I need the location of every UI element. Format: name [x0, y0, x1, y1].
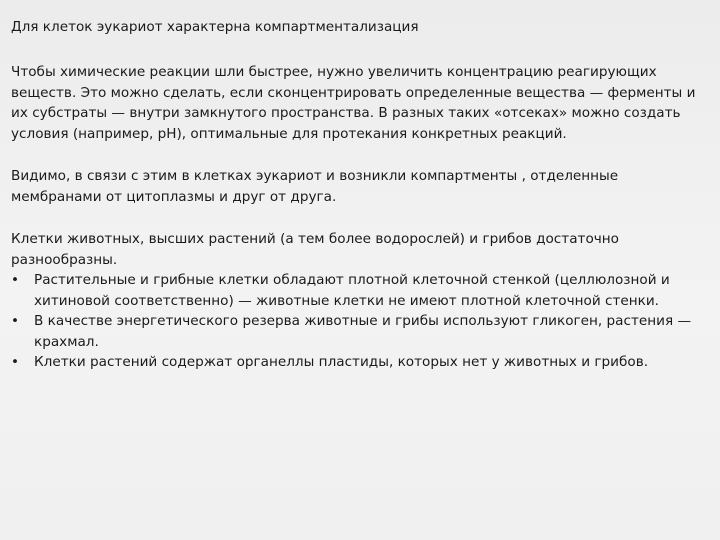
- paragraph-diversity: Клетки животных, высших растений (а тем более водорослей) и грибов достаточно разнообразны.: [11, 231, 620, 268]
- bullet-marker: •: [11, 354, 20, 370]
- bullet-marker: •: [11, 313, 20, 329]
- list-item: [11, 311, 708, 352]
- paragraph-concentration: Чтобы химические реакции шли быстрее, нужно увеличить концентрацию реагирующих веществ. Это можно сделать, если сконцентрировать определенные вещества — ферменты и их субстраты — внутри замкнутого пространства. В разных таких «отсеках» можно создать условия (например, pH), оптимальные для протекания конкретных реакций.: [11, 64, 696, 142]
- differences-list: [11, 270, 708, 373]
- list-item: [11, 352, 708, 373]
- list-item-text: Клетки растений содержат органеллы пластиды, которых нет у животных и грибов.: [34, 354, 649, 370]
- list-item-text: Растительные и грибные клетки обладают плотной клеточной стенкой (целлюлозной и хитиновой соответственно) — животные клетки не имеют плотной клеточной стенки.: [34, 272, 670, 309]
- paragraph-compartments: Видимо, в связи с этим в клетках эукариот и возникли компартменты , отделенные мембранами от цитоплазмы и друг от друга.: [11, 168, 619, 205]
- list-item: [11, 270, 708, 311]
- list-item-text: В качестве энергетического резерва животные и грибы используют гликоген, растения — крахмал.: [34, 313, 692, 350]
- bullet-marker: •: [11, 272, 20, 288]
- slide-title: Для клеток эукариот характерна компартментализация: [11, 19, 419, 35]
